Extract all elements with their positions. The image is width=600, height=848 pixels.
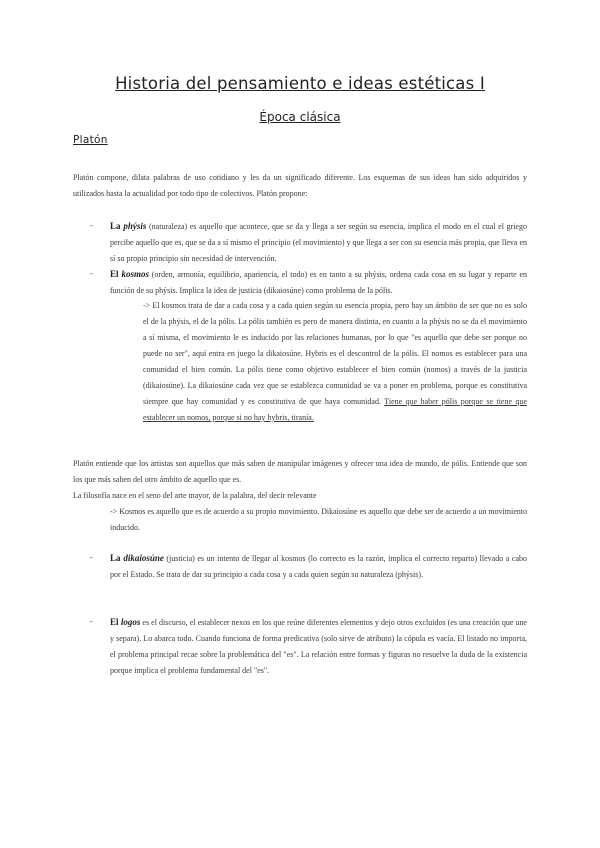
kosmos-lead: El	[110, 269, 122, 279]
logos-term: logos	[120, 617, 141, 627]
document-title: Historia del pensamiento e ideas estéticas I	[115, 74, 485, 93]
document-subtitle: Época clásica	[259, 110, 341, 124]
section-heading: Platón	[73, 134, 108, 146]
intro-paragraph: Platón compone, dilata palabras de uso cotidiano y les da un significado diferente. Los esquemas de sus ideas han sido adquiridos y utilizados hasta la actualidad por todo tipo de colectivos. Platón propone:	[73, 173, 527, 198]
kosmos-dikaiosune-note: -> Kosmos es aquello que es de acuerdo a su propio movimiento. Dikaiosúne es aquello que debe ser de acuerdo a un movimiento inducido.	[110, 507, 527, 532]
physis-text: (naturaleza) es aquello que acontece, que se da y llega a ser según su esencia, implica el modo en el cual el griego percibe aquello que es, que se da a sí mismo el principio (el movimiento) y que llega a ser con su esencia más propia, que lleva en sí su propio principio sin necesidad de intervención.	[110, 222, 527, 263]
kosmos-text: (orden, armonía, equilibrio, apariencia, el todo) es en tanto a su phýsis, ordena cada cosa en su lugar y reparte en función de su phýsis. Implica la idea de justicia (dikaiosúne) como problema de la pólis.	[110, 270, 527, 295]
bullet-dash: -	[90, 221, 93, 230]
kosmos-note-text: -> El kosmos trata de dar a cada cosa y a cada quien según su esencia propia, pero hay un ámbito de ser que no es solo el de la phýsis, el de la pólis. La pólis también es pero de manera distinta, en cuanto a la phýsis no se da el movimiento a sí misma, el movimiento le es inducido por las relaciones humanas, por lo que "es aquello que debe ser porque no puede no ser", aquí entra en juego la dikaiosúne. Hybris es el descontrol de la pólis. El nomos es establecer para una comunidad el bien común. La pólis tiene como objetivo establecer el bien común (nomos) a través de la justicia (dikaiosúne). La dikaiosúne cada vez que se establezca comunidad se va a poner en problema, porque es constitutiva siempre que hay comunidad y es constitutiva de que haya comunidad.	[143, 301, 527, 406]
list-item-dikaiosune	[90, 550, 527, 583]
dikaiosune-term: dikaiosúne	[123, 553, 164, 563]
kosmos-note-underlined: Tiene que haber pólis porque se tiene que establecer un nomos, porque si no hay hybris, tiranía.	[143, 397, 528, 422]
bullet-dash: -	[90, 269, 93, 278]
list-item-kosmos	[90, 266, 527, 299]
bullet-dash: -	[90, 553, 93, 562]
bullet-dash: -	[90, 617, 93, 626]
artists-paragraph: Platón entiende que los artistas son aquellos que más saben de manipular imágenes y ofrecer una idea de mundo, de pólis. Entiende que son los que más saben del otro ámbito de aquello que es.	[73, 459, 527, 484]
logos-text: es el discurso, el establecer nexos en los que reúne diferentes elementos y dejo otros excluidos (es una creación que une y separa). Lo abarca todo. Cuando funciona de forma predicativa (solo sirve de atributo) la cópula es vacía. El listado no importa, el problema principal recae sobre la problemática del "es". La relación entre formas y figuras no resuelve la duda de la existencia porque implica el problema fundamental del "es".	[110, 618, 527, 675]
list-item-physis	[90, 218, 527, 267]
dikaiosune-text: (justicia) es un intento de llegar al kosmos (lo correcto es la razón, implica el correcto reparto) llevado a cabo por el Estado. Se trata de dar su principio a cada cosa y a cada quien según su naturaleza (phýsis).	[110, 554, 527, 579]
kosmos-term: kosmos	[121, 269, 150, 279]
physis-lead: La	[110, 221, 124, 231]
dikaiosune-lead: La	[110, 553, 124, 563]
philosophy-paragraph: La filosofía nace en el seno del arte mayor, de la palabra, del decir relevante	[73, 491, 317, 500]
physis-term: phýsis	[123, 221, 147, 231]
logos-lead: El	[110, 617, 121, 627]
kosmos-note	[143, 298, 527, 426]
list-item-logos	[90, 614, 527, 679]
